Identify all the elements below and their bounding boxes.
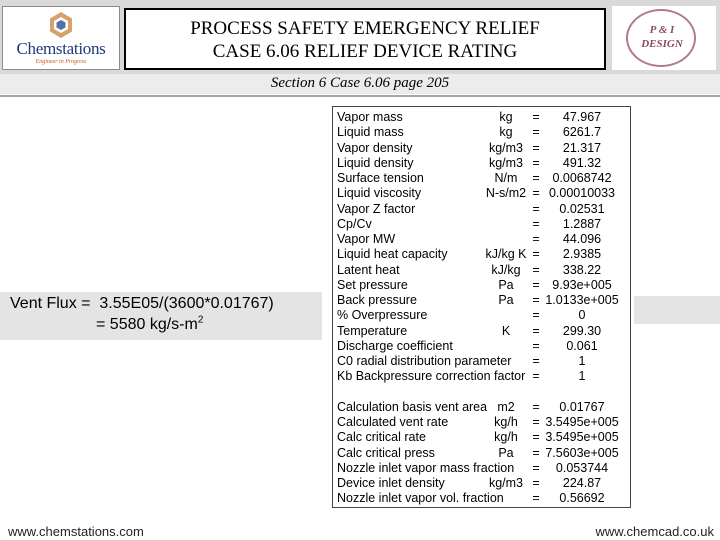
row-value: 0.061 [566, 338, 598, 353]
result-row [333, 202, 630, 217]
row-unit: Pa [498, 277, 514, 292]
row-unit: Pa [498, 445, 514, 460]
pid-design-badge [612, 6, 716, 70]
row-equals: = [532, 293, 540, 307]
result-row [333, 446, 630, 461]
row-label: Calc critical rate [337, 430, 426, 445]
formula-exponent: 2 [197, 314, 204, 326]
result-row [333, 354, 630, 369]
row-value: 0.053744 [555, 460, 609, 475]
row-equals: = [532, 369, 540, 384]
row-equals: = [532, 338, 540, 353]
row-unit: kg/m3 [488, 140, 524, 155]
row-value: 1 [578, 369, 586, 384]
result-row [333, 308, 630, 323]
row-equals: = [532, 430, 540, 445]
result-row [333, 461, 630, 476]
logo-tagline: Engineer in Progress [35, 59, 87, 65]
row-label: C0 radial distribution parameter [337, 354, 512, 368]
row-value: 0.0068742 [552, 171, 612, 185]
result-row [333, 293, 630, 308]
row-equals: = [532, 323, 540, 338]
row-label: Nozzle inlet vapor mass fraction [337, 460, 515, 475]
row-unit: kJ/kg [491, 262, 521, 277]
row-unit: kg [499, 125, 513, 140]
hexagon-logo-icon [47, 11, 75, 39]
section-caption: Section 6 Case 6.06 page 205 [270, 75, 450, 91]
row-label: Liquid heat capacity [337, 247, 448, 262]
section-divider [0, 95, 720, 97]
row-equals: = [532, 201, 540, 216]
row-label: Cp/Cv [337, 216, 372, 231]
title-line-1: PROCESS SAFETY EMERGENCY RELIEF [190, 18, 540, 39]
row-value: 0 [578, 308, 586, 323]
row-value: 224.87 [562, 476, 602, 490]
row-unit: Pa [498, 293, 514, 307]
row-label: Liquid viscosity [337, 186, 422, 201]
row-label: Calc critical press [337, 445, 435, 460]
highlight-strip [634, 296, 720, 324]
result-row [333, 171, 630, 186]
formula-result: = 5580 kg/s-m [96, 316, 198, 333]
row-value: 0.00010033 [548, 186, 616, 201]
row-value: 1.2887 [562, 216, 602, 231]
result-row [333, 110, 630, 125]
row-equals: = [532, 308, 540, 323]
row-value: 9.93e+005 [552, 277, 612, 292]
row-unit: m2 [497, 399, 515, 414]
row-value: 491.32 [562, 155, 602, 170]
row-equals: = [532, 216, 540, 231]
row-label: Vapor mass [337, 110, 403, 124]
slide-title [124, 8, 606, 70]
row-label: Calculation basis vent area [337, 399, 488, 414]
row-equals: = [532, 491, 540, 506]
row-equals: = [532, 262, 540, 277]
relief-device-results-panel [332, 106, 631, 508]
row-label: Device inlet density [337, 476, 445, 490]
row-equals: = [532, 247, 540, 262]
row-unit: N-s/m2 [485, 186, 527, 201]
row-label: Latent heat [337, 262, 400, 277]
row-equals: = [532, 445, 540, 460]
result-row [333, 339, 630, 354]
badge-line-2: DESIGN [641, 38, 683, 50]
result-row [333, 430, 630, 445]
row-label: Calculated vent rate [337, 415, 449, 429]
badge-line-1: P & I [649, 24, 675, 36]
row-value: 6261.7 [562, 125, 602, 140]
row-label: Nozzle inlet vapor vol. fraction [337, 491, 504, 506]
footer-left-url: www.chemstations.com [8, 524, 144, 539]
result-row [333, 324, 630, 339]
result-row [333, 156, 630, 171]
row-label: Temperature [337, 323, 408, 338]
row-value: 3.5495e+005 [545, 430, 619, 445]
result-row [333, 247, 630, 262]
row-unit: kg/h [494, 415, 518, 429]
row-value: 21.317 [562, 140, 602, 155]
chemstations-logo [2, 6, 120, 70]
section-bar [0, 74, 720, 94]
row-equals: = [532, 277, 540, 292]
row-value: 2.9385 [562, 247, 602, 262]
formula-line-2 [96, 316, 203, 334]
row-value: 7.5603e+005 [545, 445, 619, 460]
row-value: 0.02531 [559, 201, 605, 216]
row-unit: kg/m3 [488, 476, 524, 490]
row-label: Back pressure [337, 293, 417, 307]
row-equals: = [532, 110, 540, 124]
row-label: Kb Backpressure correction factor [337, 369, 526, 384]
footer [0, 520, 720, 540]
row-equals: = [532, 232, 540, 246]
row-value: 0.01767 [559, 399, 605, 414]
row-unit: kg/h [494, 430, 518, 445]
logo-name: Chemstations [16, 39, 106, 58]
result-row [333, 278, 630, 293]
row-label: Surface tension [337, 171, 424, 185]
title-line-2: CASE 6.06 RELIEF DEVICE RATING [212, 41, 518, 62]
row-label: Vapor Z factor [337, 201, 416, 216]
formula-line-1: Vent Flux = 3.55E05/(3600*0.01767) [10, 295, 274, 312]
result-row [333, 491, 630, 506]
result-row [333, 125, 630, 140]
row-value: 1 [578, 354, 586, 368]
row-unit: K [501, 323, 511, 338]
row-unit: kJ/kg K [485, 247, 527, 262]
result-row [333, 415, 630, 430]
vent-flux-formula [0, 292, 322, 340]
row-equals: = [532, 415, 540, 429]
row-value: 1.0133e+005 [545, 293, 619, 307]
row-label: Set pressure [337, 277, 408, 292]
result-row [333, 400, 630, 415]
result-row [333, 141, 630, 156]
row-equals: = [532, 171, 540, 185]
footer-right-url: www.chemcad.co.uk [595, 524, 714, 539]
row-value: 0.56692 [559, 491, 605, 506]
row-value: 338.22 [562, 262, 602, 277]
row-unit: kg/m3 [488, 155, 524, 170]
row-value: 44.096 [562, 232, 602, 246]
result-row [333, 476, 630, 491]
row-value: 3.5495e+005 [545, 415, 619, 429]
row-equals: = [532, 460, 540, 475]
row-label: Liquid density [337, 155, 414, 170]
result-row [333, 263, 630, 278]
header-bar [0, 0, 720, 74]
result-row [333, 369, 630, 384]
row-equals: = [532, 186, 540, 201]
row-equals: = [532, 476, 540, 490]
result-row [333, 217, 630, 232]
row-unit: kg [499, 110, 513, 124]
row-label: Vapor density [337, 140, 413, 155]
row-equals: = [532, 125, 540, 140]
row-value: 47.967 [562, 110, 602, 124]
row-label: Liquid mass [337, 125, 404, 140]
row-equals: = [532, 399, 540, 414]
row-equals: = [532, 140, 540, 155]
result-row [333, 385, 630, 400]
result-row [333, 232, 630, 247]
row-value: 299.30 [562, 323, 602, 338]
row-unit: N/m [494, 171, 518, 185]
result-row [333, 186, 630, 201]
row-label: Vapor MW [337, 232, 396, 246]
row-label: Discharge coefficient [337, 338, 453, 353]
row-equals: = [532, 354, 540, 368]
row-label: % Overpressure [337, 308, 428, 323]
row-equals: = [532, 155, 540, 170]
